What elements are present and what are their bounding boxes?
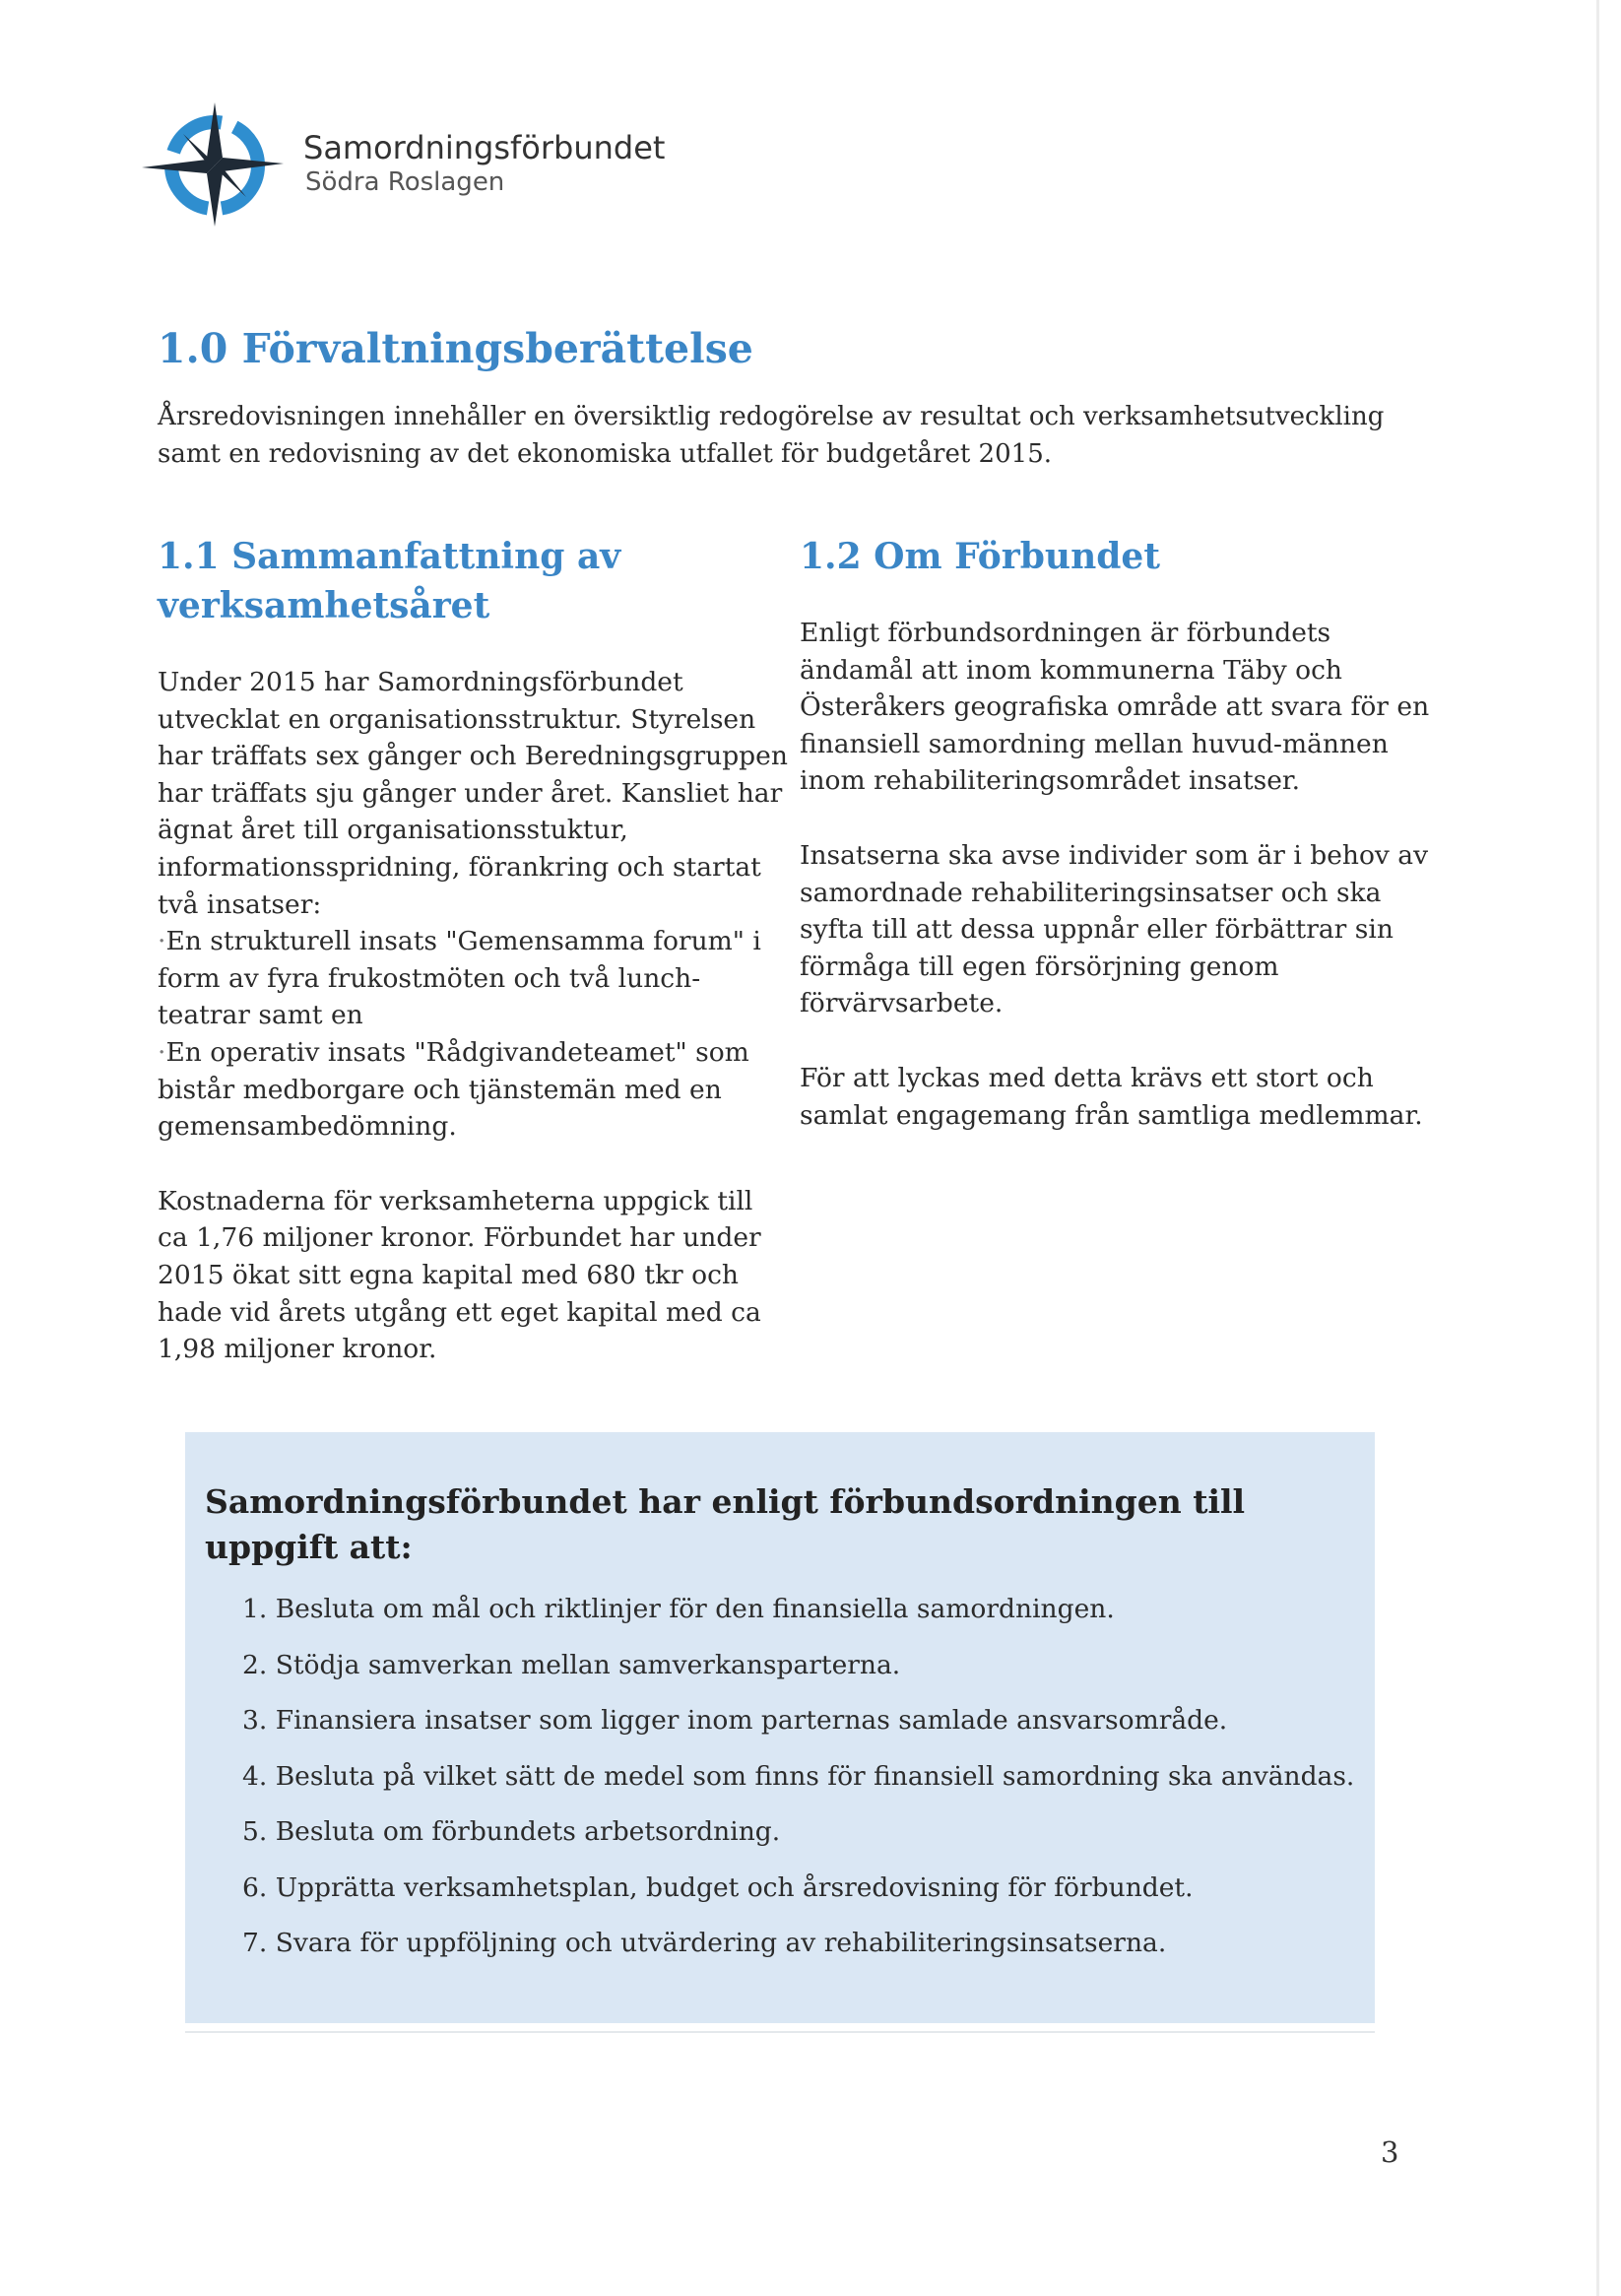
left-heading: 1.1 Sammanfattning av verksamhetsåret <box>158 536 621 626</box>
page-edge <box>1596 0 1599 2296</box>
list-item: 4. Besluta på vilket sätt de medel som finns för finansiell samordning ska användas. <box>242 1760 1355 1792</box>
tasks-box-title: Samordningsförbundet har enligt förbundsordningen till uppgift att: <box>205 1482 1246 1566</box>
list-item: 5. Besluta om förbundets arbetsordning. <box>242 1816 781 1847</box>
left-paragraph-1 <box>158 664 788 1146</box>
list-item: 1. Besluta om mål och riktlinjer för den finansiella samordningen. <box>242 1594 1115 1624</box>
compass-star-icon <box>138 100 286 229</box>
tasks-box <box>185 1432 1375 2023</box>
bullet-dot-icon: · <box>158 1036 166 1068</box>
intro-paragraph: Årsredovisningen innehåller en översiktlig redogörelse av resultat och verksamhetsutveckling samt en redovisning av det ekonomiska utfallet för budgetåret 2015. <box>158 402 1385 469</box>
section-title: 1.0 Förvaltningsberättelse <box>158 325 753 372</box>
org-subtitle: Södra Roslagen <box>305 167 505 197</box>
list-item: 6. Upprätta verksamhetsplan, budget och årsredovisning för förbundet. <box>242 1871 1194 1903</box>
left-paragraph-2: Kostnaderna för verksamheterna uppgick till ca 1,76 miljoner kronor. Förbundet har under 2015 ökat sitt egna kapital med 680 tkr och hade vid årets utgång ett eget kapital med ca 1,98 miljoner kronor. <box>158 1185 761 1365</box>
bullet-item <box>158 1034 788 1146</box>
right-paragraph-1: Enligt förbundsordningen är förbundets ändamål att inom kommunerna Täby och Österåkers geografiska område att svara för en finansiell samordning mellan huvud-männen inom rehabiliteringsområdet insatser. <box>800 618 1430 797</box>
right-heading: 1.2 Om Förbundet <box>800 536 1160 577</box>
right-column <box>800 532 1430 1171</box>
left-column <box>158 532 788 1406</box>
bullet-text: En operativ insats "Rådgivandeteamet" som bistår medborgare och tjänstemän med en gemensambedömning. <box>158 1036 749 1143</box>
list-item: 2. Stödja samverkan mellan samverkansparterna. <box>242 1649 901 1680</box>
bullet-item <box>158 923 788 1034</box>
list-item: 3. Finansiera insatser som ligger inom parternas samlade ansvarsområde. <box>242 1705 1228 1736</box>
right-paragraph-2: Insatserna ska avse individer som är i behov av samordnade rehabiliteringsinsatser och ska syfta till att dessa uppnår eller förbättrar sin förmåga till egen försörjning genom förvärvsarbete. <box>800 839 1429 1019</box>
summary-text: Under 2015 har Samordningsförbundet utvecklat en organisationsstruktur. Styrelsen har träffats sex gånger och Beredningsgruppen har träffats sju gånger under året. Kansliet har ägnat året till organisationsstuktur, informationsspridning, förankring och startat två insatser: <box>158 667 788 920</box>
list-item: 7. Svara för uppföljning och utvärdering av rehabiliteringsinsatserna. <box>242 1928 1167 1958</box>
box-divider <box>185 2031 1375 2033</box>
right-paragraph-3: För att lyckas med detta krävs ett stort och samlat engagemang från samtliga medlemmar. <box>800 1062 1423 1131</box>
bullet-text: En strukturell insats "Gemensamma forum" i form av fyra frukostmöten och två lunch-teatrar samt en <box>158 926 761 1031</box>
bullet-dot-icon: · <box>158 926 166 957</box>
tasks-list <box>205 1582 1375 1972</box>
page-number: 3 <box>1381 2135 1399 2169</box>
org-name: Samordningsförbundet <box>303 129 666 166</box>
